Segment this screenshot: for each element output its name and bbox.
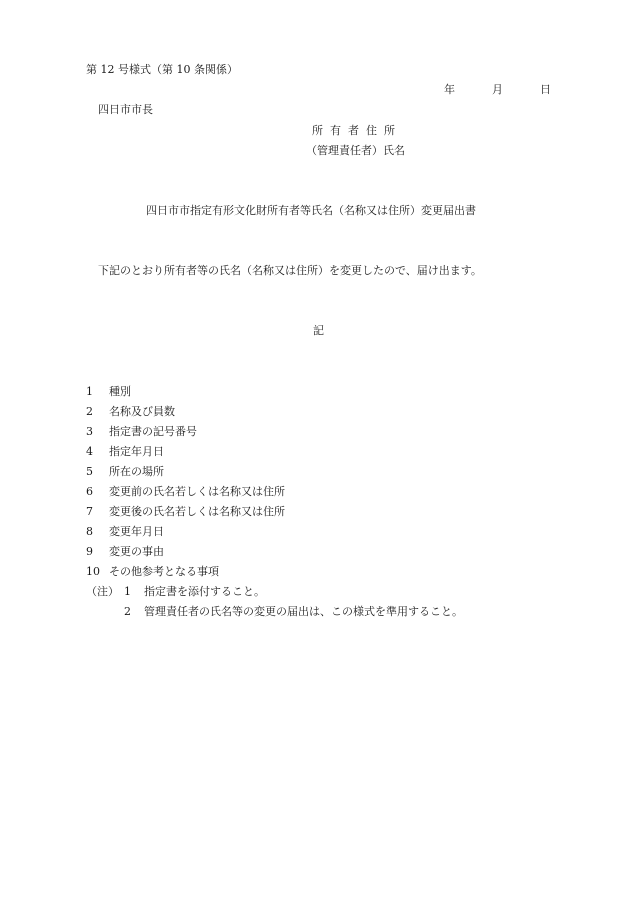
note-number: 1 xyxy=(124,585,131,598)
item-label: 変更前の氏名若しくは名称又は住所 xyxy=(109,485,285,498)
item-label: 指定年月日 xyxy=(109,445,164,458)
addressee: 四日市市長 xyxy=(98,103,153,116)
item-number: 2 xyxy=(86,405,93,418)
date-line xyxy=(444,84,550,98)
note-text: 指定書を添付すること。 xyxy=(144,585,265,598)
intro-text: 下記のとおり所有者等の氏名（名称又は住所）を変更したので、届け出ます。 xyxy=(98,264,482,277)
item-label: 種別 xyxy=(109,385,131,398)
date-year-label: 年 xyxy=(444,83,455,96)
item-number: 10 xyxy=(86,565,100,578)
owner-name-label: （管理責任者）氏名 xyxy=(306,144,405,157)
item-label: 変更後の氏名若しくは名称又は住所 xyxy=(109,505,285,518)
date-day-label: 日 xyxy=(540,83,551,96)
item-label: 指定書の記号番号 xyxy=(109,425,197,438)
item-number: 3 xyxy=(86,425,93,438)
item-label: その他参考となる事項 xyxy=(109,565,219,578)
item-label: 名称及び員数 xyxy=(109,405,175,418)
note-text: 管理責任者の氏名等の変更の届出は、この様式を準用すること。 xyxy=(144,605,463,618)
item-number: 6 xyxy=(86,485,93,498)
ki-heading: 記 xyxy=(313,324,324,337)
owner-address-label: 所有者住所 xyxy=(312,124,402,137)
item-number: 8 xyxy=(86,525,93,538)
item-number: 9 xyxy=(86,545,93,558)
item-label: 変更の事由 xyxy=(109,545,164,558)
date-month-label: 月 xyxy=(492,83,503,96)
item-number: 5 xyxy=(86,465,93,478)
document-title: 四日市市指定有形文化財所有者等氏名（名称又は住所）変更届出書 xyxy=(146,204,476,217)
item-number: 1 xyxy=(86,385,93,398)
item-number: 7 xyxy=(86,505,93,518)
note-prefix: （注） xyxy=(86,585,119,598)
item-label: 所在の場所 xyxy=(109,465,164,478)
form-number: 第 12 号様式（第 10 条関係） xyxy=(86,63,238,76)
item-label: 変更年月日 xyxy=(109,525,164,538)
item-number: 4 xyxy=(86,445,93,458)
note-number: 2 xyxy=(124,605,131,618)
